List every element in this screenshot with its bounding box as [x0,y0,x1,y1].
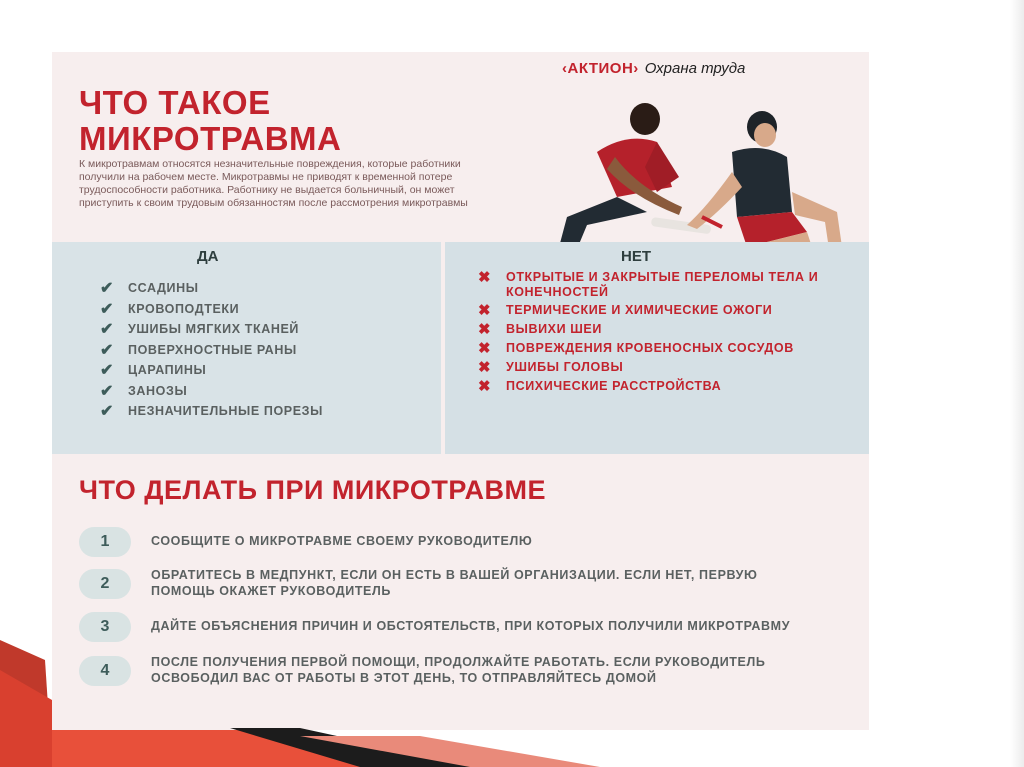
list-item [100,299,323,320]
list-item [478,322,836,337]
item-text: УШИБЫ МЯГКИХ ТКАНЕЙ [128,322,299,337]
list-item [478,341,836,356]
item-text: ПСИХИЧЕСКИЕ РАССТРОЙСТВА [506,379,722,393]
list-item [100,401,323,422]
check-icon: ✔ [100,300,114,318]
item-text: КРОВОПОДТЕКИ [128,301,240,316]
step-number-badge: 2 [79,569,131,599]
item-text: ЗАНОЗЫ [128,383,188,398]
check-icon: ✔ [100,280,114,298]
list-item [100,319,323,340]
item-text: ОТКРЫТЫЕ И ЗАКРЫТЫЕ ПЕРЕЛОМЫ ТЕЛА И КОНЕЧНОСТЕЙ [506,270,819,299]
yes-heading: ДА [197,248,219,265]
item-text: ПОВЕРХНОСТНЫЕ РАНЫ [128,342,297,357]
step-number-badge: 3 [79,612,131,642]
slide-edge-shadow [1010,0,1024,767]
page-title [79,85,499,157]
step-text: ДАЙТЕ ОБЪЯСНЕНИЯ ПРИЧИН И ОБСТОЯТЕЛЬСТВ, ПРИ КОТОРЫХ ПОЛУЧИЛИ МИКРОТРАВМУ [151,619,791,634]
list-item [478,360,836,375]
step-item [79,568,811,599]
cross-icon: ✖ [478,321,491,338]
item-text: НЕЗНАЧИТЕЛЬНЫЕ ПОРЕЗЫ [128,404,323,419]
item-text: ПОВРЕЖДЕНИЯ КРОВЕНОСНЫХ СОСУДОВ [506,341,794,355]
aktion-logo [562,60,745,77]
list-item [100,360,323,381]
no-heading: НЕТ [621,248,651,265]
step-text: СООБЩИТЕ О МИКРОТРАВМЕ СВОЕМУ РУКОВОДИТЕЛЮ [151,534,533,549]
no-panel [445,242,869,454]
step-item [79,612,811,642]
cross-icon: ✖ [478,378,491,395]
item-text: УШИБЫ ГОЛОВЫ [506,360,624,374]
list-item [478,270,836,299]
item-text: ССАДИНЫ [128,281,199,296]
cross-icon: ✖ [478,359,491,376]
item-text: ТЕРМИЧЕСКИЕ И ХИМИЧЕСКИЕ ОЖОГИ [506,303,773,317]
step-number-badge: 1 [79,527,131,557]
check-icon: ✔ [100,341,114,359]
decorative-corner-shapes [0,640,600,767]
check-icon: ✔ [100,382,114,400]
list-item [100,381,323,402]
cross-icon: ✖ [478,340,491,357]
title-line-2: МИКРОТРАВМА [79,120,342,157]
step-text: ОБРАТИТЕСЬ В МЕДПУНКТ, ЕСЛИ ОН ЕСТЬ В ВАШЕЙ ОРГАНИЗАЦИИ. ЕСЛИ НЕТ, ПЕРВУЮ ПОМОЩЬ ОКАЖЕТ РУКОВОДИТЕЛЬ [151,568,758,598]
list-item [478,303,836,318]
yes-panel [52,242,441,454]
intro-paragraph: К микротравмам относятся незначительные повреждения, которые работники получили на рабочем месте. Микротравмы не приводят к временной потере трудоспособности работника. Работнику не выдается больничный, он может приступить к своим трудовым обязанностям после рассмотрения микротравмы [79,158,468,209]
item-text: ВЫВИХИ ШЕИ [506,322,602,336]
step-text: ПОСЛЕ ПОЛУЧЕНИЯ ПЕРВОЙ ПОМОЩИ, ПРОДОЛЖАЙТЕ РАБОТАТЬ. ЕСЛИ РУКОВОДИТЕЛЬ ОСВОБОДИЛ ВАС ОТ РАБОТЫ В ЭТОТ ДЕНЬ, ТО ОТПРАВЛЯЙТЕСЬ ДОМОЙ [151,655,766,685]
item-text: ЦАРАПИНЫ [128,363,207,378]
logo-subtitle: Охрана труда [644,60,746,77]
check-icon: ✔ [100,362,114,380]
check-icon: ✔ [100,321,114,339]
step-number-badge: 4 [79,656,131,686]
yes-list [100,278,323,422]
infographic-poster [52,52,869,730]
logo-brand: ‹АКТИОН› [562,60,639,77]
list-item [100,278,323,299]
title-line-1: ЧТО ТАКОЕ [79,84,271,121]
step-item [79,527,811,557]
steps-title: ЧТО ДЕЛАТЬ ПРИ МИКРОТРАВМЕ [79,475,547,505]
check-icon: ✔ [100,403,114,421]
cross-icon: ✖ [478,302,491,319]
cross-icon: ✖ [478,269,491,286]
list-item [478,379,836,394]
list-item [100,340,323,361]
no-list [478,270,836,398]
